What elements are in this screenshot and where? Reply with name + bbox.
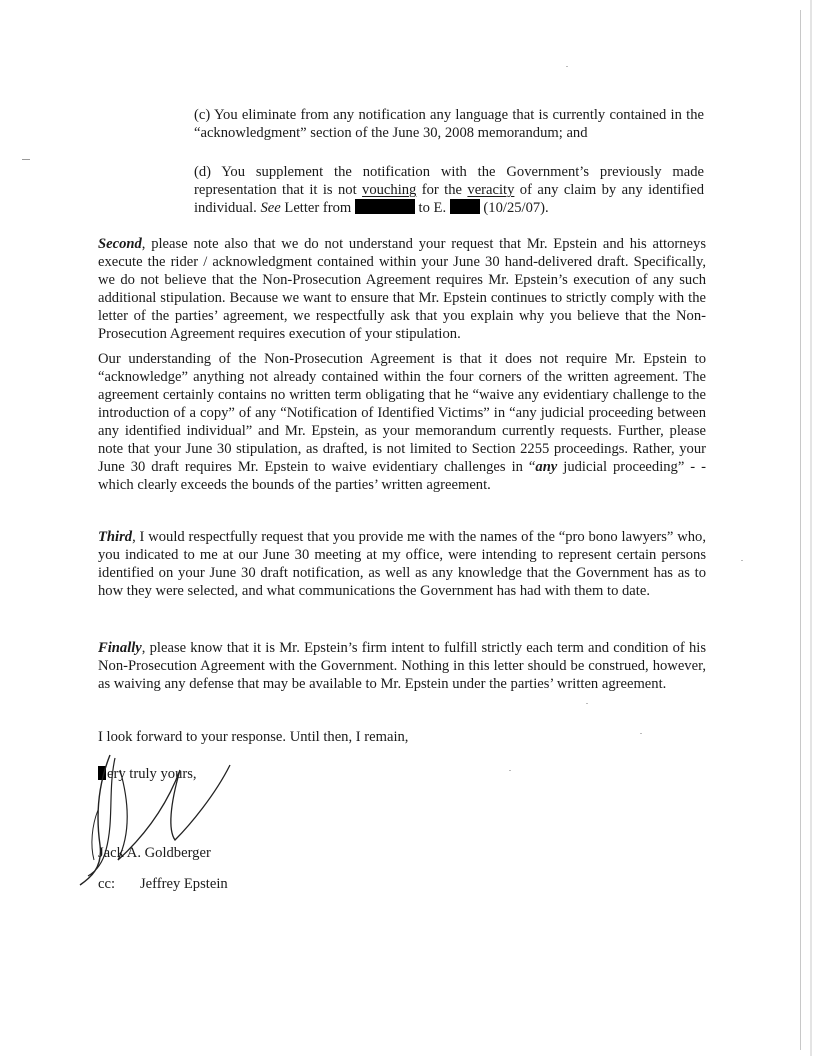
signature xyxy=(70,750,280,890)
redaction-block xyxy=(450,199,480,214)
scan-speck xyxy=(741,560,743,561)
paragraph-understanding: Our understanding of the Non-Prosecution Agreement is that it does not require Mr. Epstein to “acknowledge” anything not already contained within the four corners of the written agreement. The agreement certainly contains no written term obligating that he “waive any evidentiary challenge to the introduction of a copy” of any “Notification of Identified Victims” in “any judicial proceeding between any identified individual” and Mr. Epstein, as your memorandum currently requests. Further, please note that your June 30 stipulation, as drafted, is not limited to Section 2255 proceedings. Rather, your June 30 draft requires Mr. Epstein to waive evidentiary challenges in “any judicial proceeding” - - which clearly exceeds the bounds of the parties’ written agreement. xyxy=(98,351,706,493)
closing-line: I look forward to your response. Until then, I remain, xyxy=(98,729,409,745)
paragraph-finally: Finally, please know that it is Mr. Epstein’s firm intent to fulfill strictly each term and condition of his Non-Prosecution Agreement with the Government. Nothing in this letter should be construed, however, as waiving any defense that may be available to Mr. Epstein under the parties’ written agreement. xyxy=(98,640,706,692)
redaction-block xyxy=(355,199,415,214)
underlined-veracity: veracity xyxy=(467,182,515,198)
page-edge-line xyxy=(800,10,801,1050)
third-lead: Third xyxy=(98,529,133,545)
finally-lead: Finally xyxy=(98,640,142,656)
margin-mark xyxy=(22,159,30,160)
item-c: (c) You eliminate from any notification any language that is currently contained in the “acknowledgment” section of the June 30, 2008 memorandum; and xyxy=(194,107,704,141)
valediction: ery truly yours, xyxy=(98,766,197,783)
page-edge-shadow xyxy=(810,0,812,1056)
cc-label: cc: xyxy=(98,876,116,892)
paragraph-third: Third, I would respectfully request that you provide me with the names of the “pro bono lawyers” who, you indicated to me at our June 30 meeting at my office, were intending to represent certain persons identified on your June 30 draft notification, as well as any knowledge that the Government has as to how they were selected, and what communications the Government has had with them to date. xyxy=(98,529,706,599)
scan-speck xyxy=(640,733,642,734)
scan-speck xyxy=(509,770,511,771)
cc-line xyxy=(98,876,228,893)
signer-name: Jack A. Goldberger xyxy=(98,845,211,861)
underlined-vouching: vouching xyxy=(362,182,417,198)
cc-recipient: Jeffrey Epstein xyxy=(140,876,228,892)
any-emphasis: any xyxy=(535,459,558,475)
scan-speck xyxy=(566,66,568,67)
item-d: (d) You supplement the notification with the Government’s previously made representation that it is not vouching for the veracity of any claim by any identified individual. See Letter from to E. (10/25/07). xyxy=(194,164,705,216)
see-citation: See xyxy=(260,200,281,216)
second-lead: Second xyxy=(98,236,142,252)
scan-speck xyxy=(586,703,588,704)
paragraph-second: Second, please note also that we do not understand your request that Mr. Epstein and his attorneys execute the rider / acknowledgment contained within your June 30 hand-delivered draft. Specifically, we do not believe that the Non-Prosecution Agreement requires Mr. Epstein’s execution of any such additional stipulation. Because we want to ensure that Mr. Epstein continues to strictly comply with the letter of the parties’ agreement, we respectfully ask that you explain why you believe that the Non-Prosecution Agreement requires execution of your stipulation. xyxy=(98,236,706,342)
